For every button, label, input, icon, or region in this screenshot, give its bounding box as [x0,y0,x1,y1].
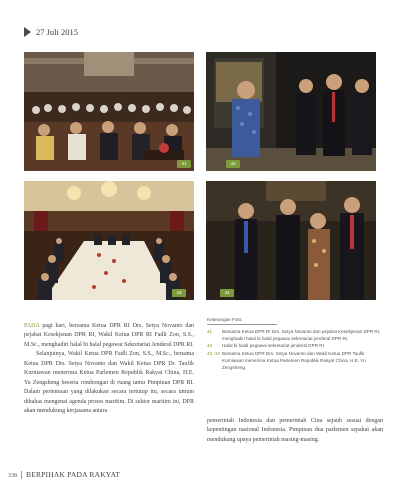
footer-divider [21,471,22,479]
caption-item [207,342,383,349]
photo-number-badge: 43 [172,289,186,297]
caption-item [207,350,383,372]
photo-42 [206,52,376,171]
date-marker-icon [24,27,31,37]
paragraph-1-text: pagi hari, bersama Ketua DPR RI Drs. Setya Novanto dan pejabat Kesekjenan DPR RI, Wakil Ketua DPR RI Fadli Zon, S.S., M.Sc., menghadiri halal bi halal pegawai Sekretariat Jenderal DPR RI. [24,323,194,348]
caption-text: Halal bi halal pegawai sekretariat jenderal DPR RI. [222,343,326,349]
photo-44 [206,181,376,300]
footer-brand: BERPIHAK PADA RAKYAT [26,470,121,479]
caption-title: Keterangan Foto: [207,317,243,322]
caption-item [207,328,383,342]
caption-list [207,328,383,371]
paragraph-lead-word: PADA [24,323,40,329]
article-paragraph-1 [24,322,194,350]
article-body-left [24,322,194,417]
photo-number-badge: 41 [177,160,191,168]
page-footer [8,470,120,479]
photo-number-badge: 42 [226,160,240,168]
article-body-right [207,417,383,445]
photo-43 [24,181,194,300]
article-paragraph-2-continued: pemerintah Indonesia dan pemerintah Cina sejauh sesuai dengan kepentingan nasional Indonesia. Pimpinan dua parlemen sepakat akan mendukung upaya pemerintah masing-masing. [207,418,383,443]
caption-number: 42 [207,343,213,349]
caption-divider [207,324,277,325]
date-header [24,27,78,37]
caption-number: 43, 44 [207,350,220,356]
article-paragraph-2: Selanjutnya, Wakil Ketua DPR Fadli Zon, S.S., M.Sc., bersama Ketua DPR Drs. Setya Novanto dan Wakil Ketua DPR Dr. Taufik Kurniawan menerima Ketua Parlemen Republik Rakyat China, H.E. Yu Zengsheng beserta rombongan di ruang tamu Pimpinan DPR RI. Dalam pertemuan yang dilakukan secara tertutup itu, secara umum dibahas mengenai agenda proses maritim. Di sektor maritim ini, DPR akan mendukung kerjasama antara [24,351,194,415]
date-text: 27 Juli 2015 [36,27,79,37]
caption-text: Bersama Ketua DPR RI Drs. Setya Novanto dan pejabat Kesekjenan DPR RI, menghadiri halal bi halal pegawai sekretariat jenderal DPR RI. [222,329,381,342]
caption-number: 41 [207,329,213,334]
photo-41 [24,52,194,171]
page-number: 338 [8,473,17,479]
caption-text: Bersama Ketua DPR Drs. Setya Novanto dan Wakil Ketua DPR Taufik Kurniawan menerima Ketua Parlemen Republik Rakyat China, H.E. Yu Zengsheng. [222,350,366,371]
photo-number-badge: 44 [220,289,234,297]
